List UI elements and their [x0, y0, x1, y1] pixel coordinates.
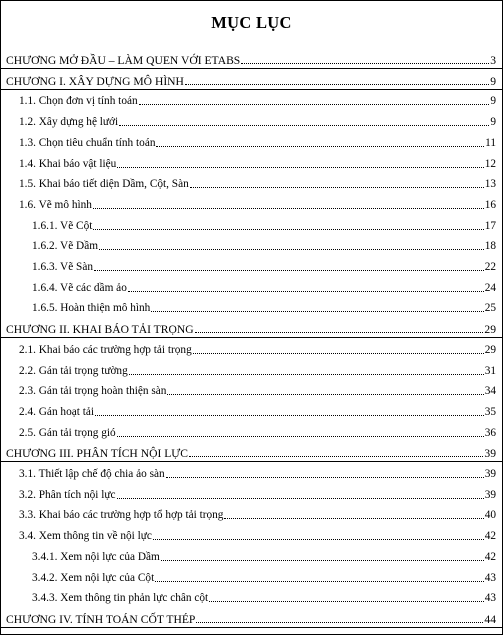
toc-entry-label: CHƯƠNG MỞ ĐẦU – LÀM QUEN VỚI ETABS: [6, 54, 241, 67]
toc-entry-page: 9: [490, 95, 496, 108]
dot-leader: [196, 621, 483, 623]
toc-entry-label: 1.6. Vẽ mô hình: [19, 198, 92, 211]
toc-entry[interactable]: [19, 175, 496, 191]
dot-leader: [155, 580, 483, 582]
toc-entry-label: 1.6.3. Vẽ Sàn: [32, 261, 93, 273]
toc-entry-label: 2.4. Gán hoạt tải: [19, 405, 94, 418]
toc-title: MỤC LỤC: [211, 13, 292, 32]
toc-entry-label: 1.4. Khai báo vật liệu: [19, 157, 117, 170]
toc-entry-label: 3.1. Thiết lập chế độ chia ảo sàn: [19, 468, 165, 480]
toc-entry-label: 2.3. Gán tải trọng hoàn thiện sàn: [19, 385, 167, 398]
toc-entry[interactable]: [19, 92, 496, 108]
toc-entry-page: 17: [484, 219, 496, 232]
dot-leader: [166, 476, 484, 478]
dot-leader: [93, 228, 483, 230]
toc-entry[interactable]: [19, 486, 496, 502]
toc-entry-label: 3.4. Xem thông tin về nội lực: [19, 530, 152, 543]
toc-entry-label: 1.6.2. Vẽ Dầm: [32, 240, 98, 253]
toc-entry-label: 1.1. Chọn đơn vị tính toán: [19, 95, 138, 108]
toc-entry-label: 3.4.3. Xem thông tin phản lực chân cột: [32, 592, 209, 605]
toc-entry[interactable]: [32, 569, 496, 585]
dot-leader: [117, 497, 484, 499]
toc-entry[interactable]: [19, 134, 496, 150]
toc-entry-label: 3.4.1. Xem nội lực của Dầm: [32, 550, 160, 563]
toc-entry-page: 16: [484, 198, 496, 211]
toc-entry-page: 13: [484, 178, 496, 191]
dot-leader: [161, 559, 484, 561]
toc-entry[interactable]: [19, 382, 496, 398]
toc-entry[interactable]: [19, 113, 496, 129]
toc-chapter-entry[interactable]: [6, 444, 496, 460]
chapter-rule: [1, 461, 502, 462]
toc-entry-label: CHƯƠNG III. PHÂN TÍCH NỘI LỰC: [6, 447, 189, 461]
toc-entry-page: 29: [484, 323, 496, 337]
chapter-rule: [1, 89, 502, 90]
toc-entry-page: 43: [484, 571, 496, 584]
chapter-rule: [1, 68, 502, 69]
dot-leader: [195, 331, 484, 333]
toc-entry[interactable]: [19, 196, 496, 212]
toc-entry-page: 25: [484, 302, 496, 315]
toc-entry[interactable]: [32, 258, 496, 274]
toc-entry[interactable]: [32, 279, 496, 295]
toc-entry-label: 2.5. Gán tải trọng gió: [19, 426, 116, 439]
toc-entry-label: CHƯƠNG I. XÂY DỰNG MÔ HÌNH: [6, 74, 184, 88]
toc-entry-page: 9: [490, 74, 496, 88]
dot-leader: [94, 269, 484, 271]
toc-entry[interactable]: [19, 527, 496, 543]
toc-entry-label: 2.1. Khai báo các trường hợp tải trọng: [19, 343, 192, 356]
toc-entry-label: CHƯƠNG II. KHAI BÁO TẢI TRỌNG: [6, 323, 194, 337]
toc-chapter-entry[interactable]: [6, 72, 496, 88]
toc-entry[interactable]: [19, 341, 496, 357]
toc-entry-label: 1.3. Chọn tiêu chuẩn tính toán: [19, 136, 156, 149]
toc-entry-page: 39: [484, 468, 496, 480]
dot-leader: [153, 538, 484, 540]
toc-entry-label: 1.6.5. Hoàn thiện mô hình: [32, 302, 151, 315]
toc-entry-label: 1.2. Xây dựng hệ lưới: [19, 116, 119, 129]
toc-entry-page: 42: [484, 530, 496, 543]
dot-leader: [189, 455, 483, 457]
toc-entry-label: 3.2. Phân tích nội lực: [19, 488, 116, 501]
toc-entry-page: 34: [484, 385, 496, 398]
toc-entry-label: 1.6.1. Vẽ Cột: [32, 219, 93, 232]
dot-leader: [99, 248, 484, 250]
dot-leader: [93, 207, 484, 209]
dot-leader: [95, 414, 484, 416]
toc-entry[interactable]: [19, 403, 496, 419]
toc-entry[interactable]: [19, 155, 496, 171]
toc-entry-label: 1.6.4. Vẽ các dầm ảo: [32, 281, 127, 294]
toc-entry-page: 39: [484, 488, 496, 501]
chapter-rule: [1, 337, 502, 338]
dot-leader: [117, 435, 484, 437]
dot-leader: [117, 166, 483, 168]
dot-leader: [185, 83, 489, 85]
toc-entry-page: 31: [484, 364, 496, 377]
toc-entry-page: 40: [484, 509, 496, 522]
dot-leader: [241, 62, 489, 64]
toc-entry-page: 29: [484, 343, 496, 356]
toc-entry-page: 36: [484, 426, 496, 439]
toc-entry-page: 44: [484, 612, 496, 626]
toc-entry-page: 22: [484, 261, 496, 273]
toc-entry-page: 11: [485, 136, 496, 149]
toc-entry[interactable]: [32, 589, 496, 605]
toc-entry-page: 9: [490, 116, 496, 129]
toc-chapter-entry[interactable]: [6, 610, 496, 626]
toc-entry-label: 3.3. Khai báo các trường hợp tổ hợp tải trọng: [19, 509, 224, 522]
toc-entry[interactable]: [32, 217, 496, 233]
toc-entry[interactable]: [19, 465, 496, 481]
dot-leader: [128, 290, 484, 292]
dot-leader: [129, 373, 484, 375]
toc-chapter-entry[interactable]: [6, 320, 496, 336]
toc-entry-page: 43: [484, 592, 496, 605]
toc-chapter-entry[interactable]: [6, 51, 496, 67]
dot-leader: [209, 600, 484, 602]
toc-entry-page: 18: [484, 240, 496, 253]
toc-entry[interactable]: [19, 424, 496, 440]
dot-leader: [151, 310, 483, 312]
toc-entry-label: 2.2. Gán tải trọng tường: [19, 364, 128, 377]
toc-entry-page: 35: [484, 405, 496, 418]
toc-entry-page: 42: [484, 550, 496, 563]
toc-entry[interactable]: [19, 506, 496, 522]
toc-entry-page: 39: [484, 447, 496, 461]
toc-entry-label: 3.4.2. Xem nội lực của Cột: [32, 571, 155, 584]
dot-leader: [193, 352, 484, 354]
toc-entry-page: 3: [490, 54, 496, 67]
toc-entry-page: 24: [484, 281, 496, 294]
dot-leader: [139, 103, 489, 105]
toc-entry[interactable]: [32, 548, 496, 564]
dot-leader: [119, 124, 489, 126]
toc-entry-label: 1.5. Khai báo tiết diện Dầm, Cột, Sàn: [19, 178, 189, 191]
toc-entry-label: CHƯƠNG IV. TÍNH TOÁN CỐT THÉP: [6, 612, 196, 626]
toc-entry[interactable]: [32, 237, 496, 253]
toc-entry[interactable]: [19, 362, 496, 378]
dot-leader: [224, 517, 483, 519]
toc-entry-page: 12: [484, 157, 496, 170]
chapter-rule: [1, 627, 502, 628]
toc-entry[interactable]: [32, 299, 496, 315]
dot-leader: [167, 393, 483, 395]
dot-leader: [156, 145, 484, 147]
dot-leader: [190, 186, 484, 188]
